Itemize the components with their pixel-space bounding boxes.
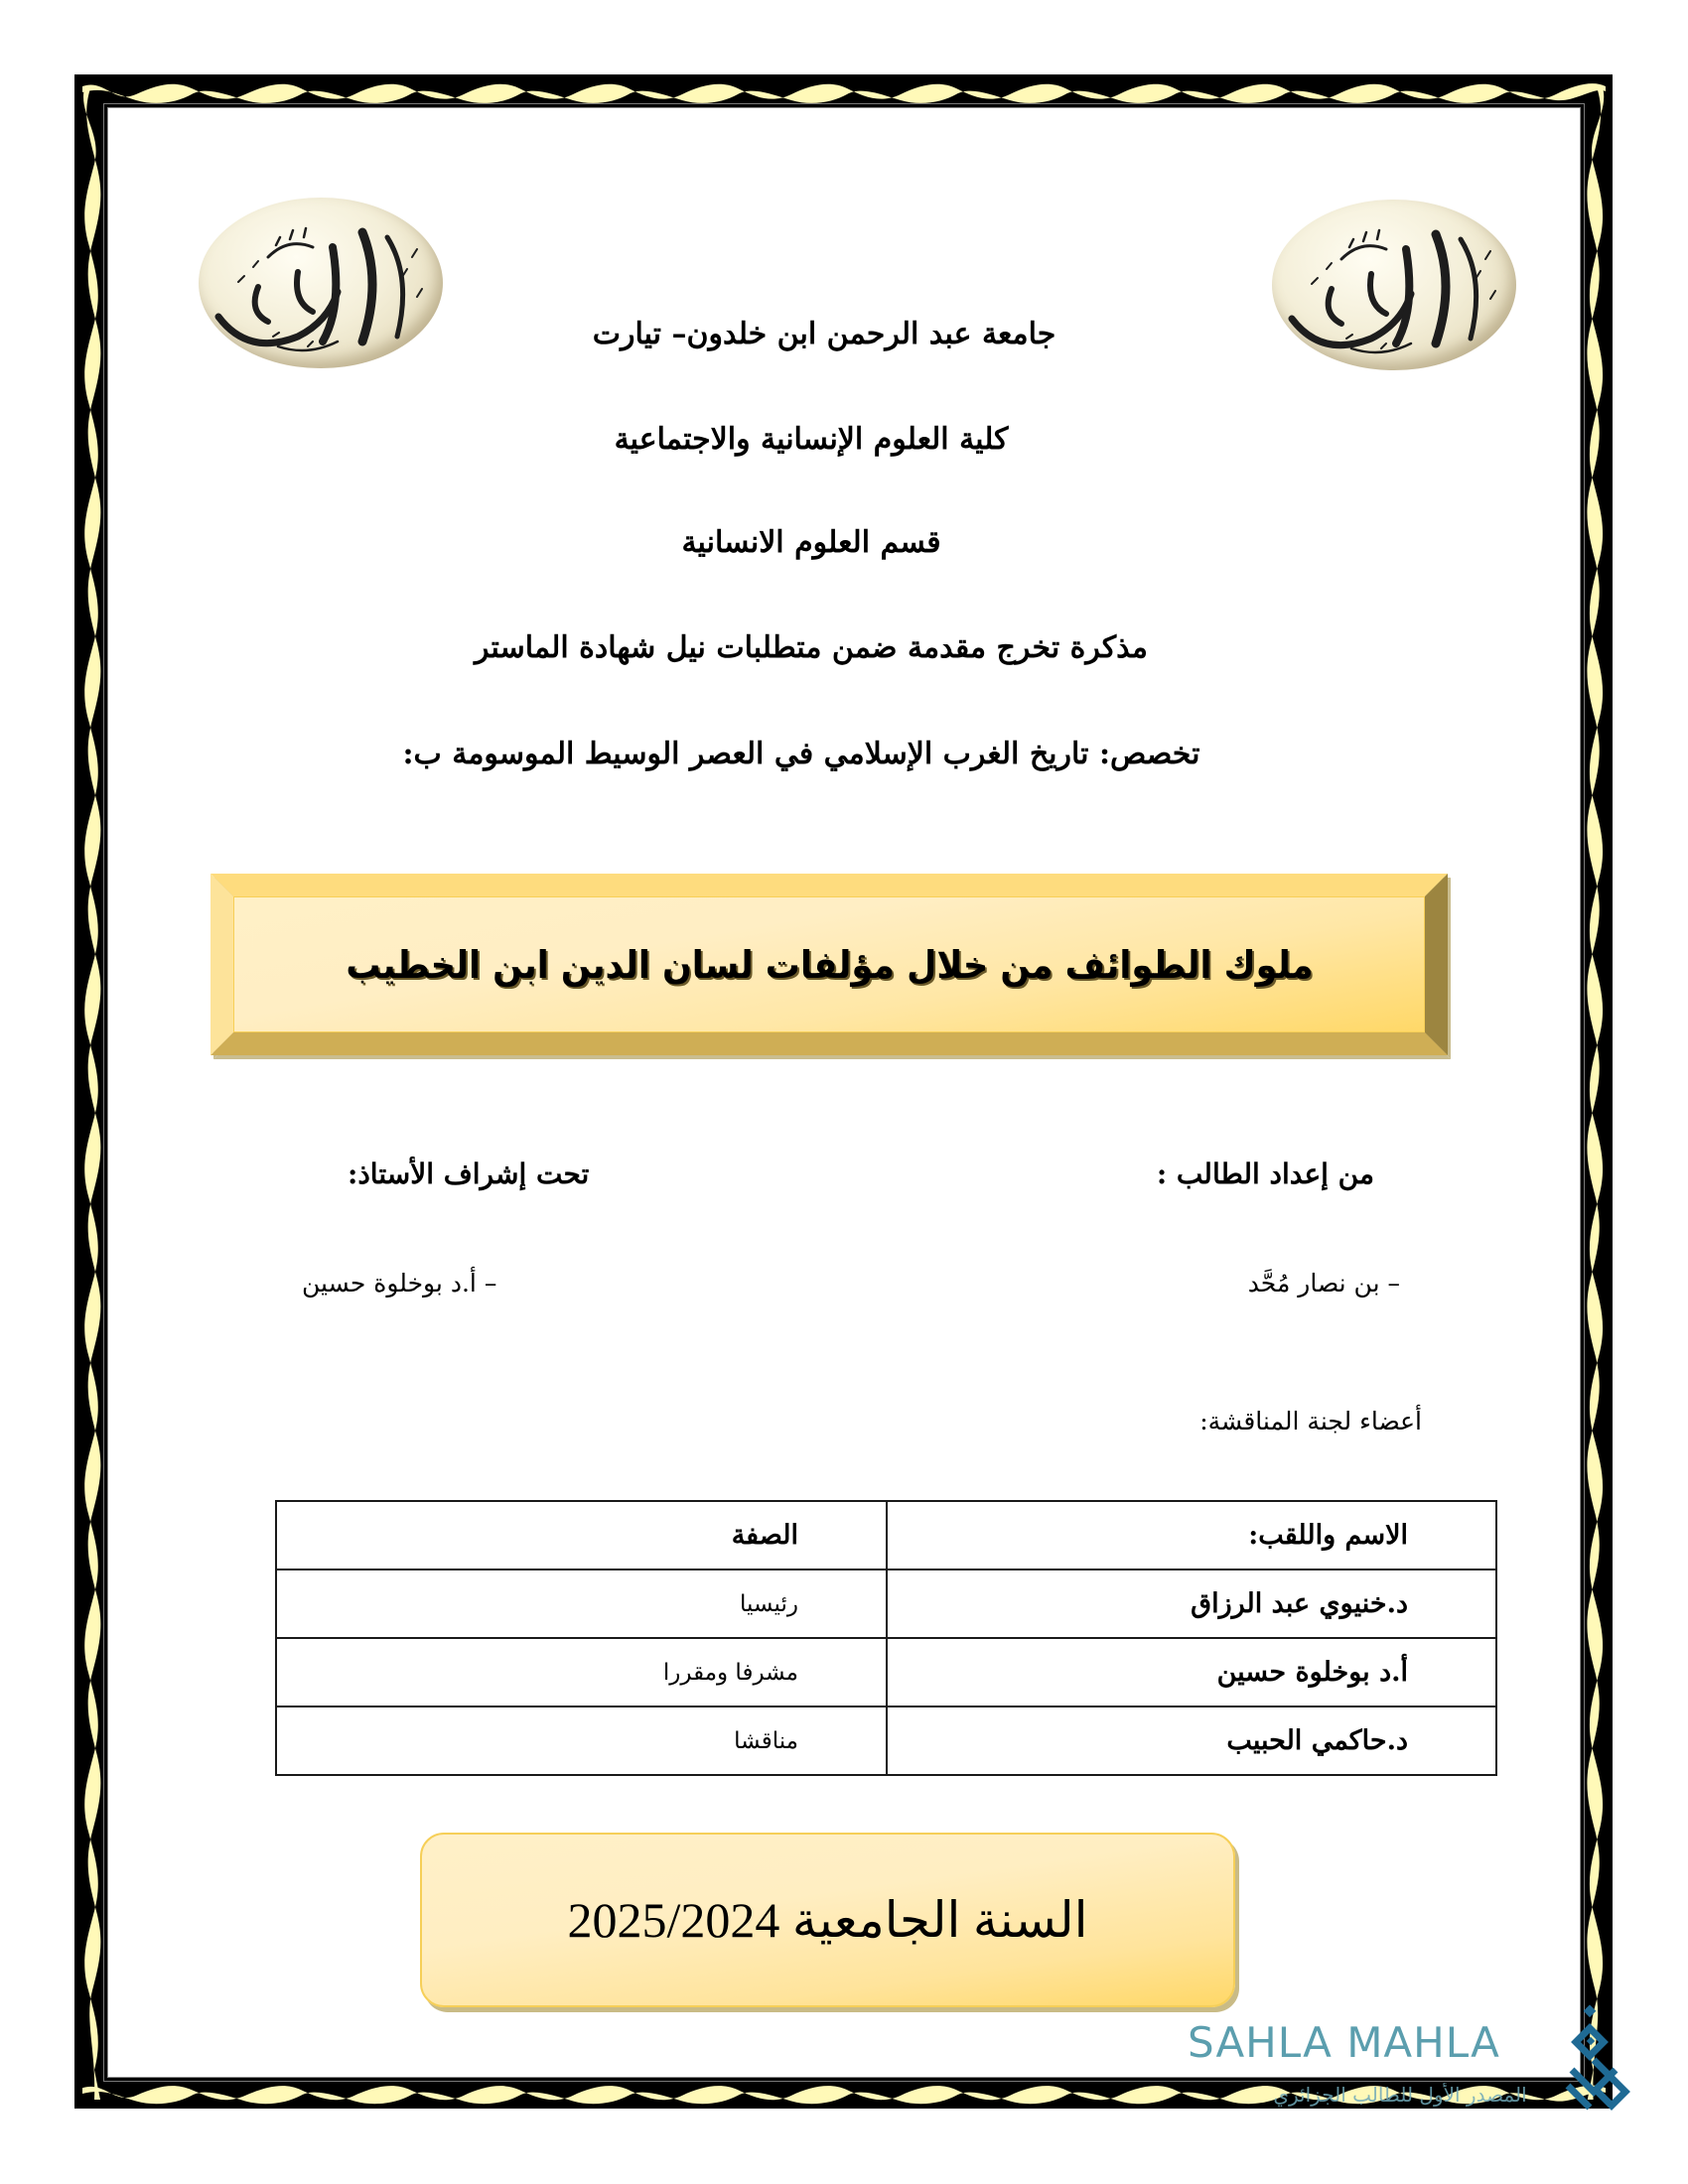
- specialty-line: تخصص: تاريخ الغرب الإسلامي في العصر الوسيط الموسومة ب:: [402, 737, 1200, 771]
- thesis-title: ملوك الطوائف من خلال مؤلفات لسان الدين ابن الخطيب: [345, 942, 1314, 987]
- bevel-right: [1424, 874, 1448, 1055]
- university-name: جامعة عبد الرحمن ابن خلدون– تيارت: [592, 317, 1056, 351]
- watermark-brand: SAHLA MAHLA: [1188, 2018, 1500, 2067]
- member-role: رئيسيا: [276, 1570, 887, 1638]
- memo-description: مذكرة تخرج مقدمة ضمن متطلبات نيل شهادة الماستر: [474, 630, 1149, 665]
- department-row: [0, 521, 1688, 565]
- bevel-top: [211, 874, 1448, 897]
- table-row: [276, 1570, 1496, 1638]
- header-role: الصفة: [276, 1501, 887, 1570]
- table-row: [276, 1706, 1496, 1775]
- faculty-name: كلية العلوم الإنسانية والاجتماعية: [614, 422, 1009, 457]
- department-name: قسم العلوم الانسانية: [681, 525, 941, 560]
- academic-year-box: [420, 1833, 1235, 2007]
- table-header-row: [276, 1501, 1496, 1570]
- page-content-area: [108, 108, 1580, 2077]
- thesis-title-box: [211, 874, 1448, 1055]
- student-label: من إعداد الطالب :: [1156, 1158, 1374, 1190]
- supervisor-name: – أ.د بوخلوة حسين: [302, 1269, 497, 1297]
- memo-row: [0, 626, 1688, 670]
- wavy-ribbon-right: [1580, 74, 1613, 2109]
- committee-label: أعضاء لجنة المناقشة:: [1199, 1407, 1422, 1435]
- wavy-ribbon-left: [74, 74, 108, 2109]
- member-role: مشرفا ومقررا: [276, 1638, 887, 1706]
- member-name: أ.د بوخلوة حسين: [887, 1638, 1496, 1706]
- university-name-row: [0, 313, 1688, 356]
- bevel-bottom: [211, 1031, 1448, 1055]
- member-role: مناقشا: [276, 1706, 887, 1775]
- watermark-tagline: المصدر الأول للطالب الجزائري: [1273, 2083, 1527, 2107]
- watermark-logo-icon: [1564, 2000, 1638, 2119]
- header-name: الاسم واللقب:: [887, 1501, 1496, 1570]
- wavy-ribbon-top: [74, 74, 1613, 108]
- student-name: – بن نصار مُحَّد: [1247, 1269, 1400, 1297]
- member-name: د.حاكمي الحبيب: [887, 1706, 1496, 1775]
- table-row: [276, 1638, 1496, 1706]
- committee-table: [275, 1500, 1497, 1776]
- bevel-left: [211, 874, 234, 1055]
- member-name: د.خنيوي عبد الرزاق: [887, 1570, 1496, 1638]
- academic-year: السنة الجامعية 2025/2024: [567, 1892, 1088, 1948]
- decorative-border-frame: [74, 74, 1613, 2109]
- title-face: [234, 897, 1424, 1031]
- faculty-row: [0, 418, 1688, 462]
- supervisor-label: تحت إشراف الأستاذ:: [348, 1158, 590, 1190]
- specialty-row: [0, 733, 1688, 776]
